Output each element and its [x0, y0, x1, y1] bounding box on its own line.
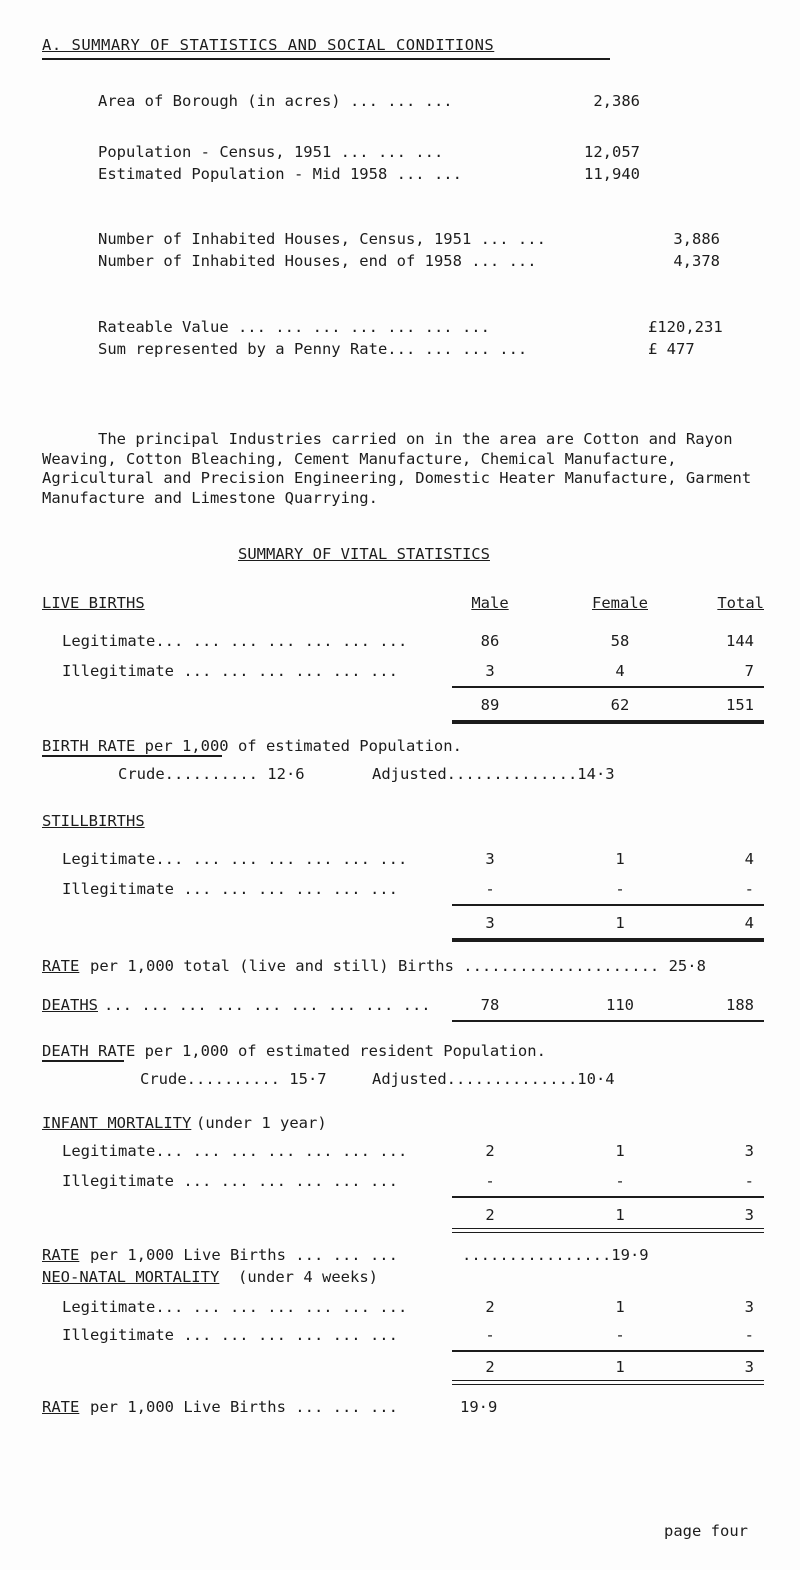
houses-1958-label: Number of Inhabited Houses, end of 1958 ... ... — [98, 252, 537, 270]
birth-rate-heading: BIRTH RATE per 1,000 of estimated Population. — [42, 737, 462, 755]
infant-total-total: 3 — [744, 1206, 754, 1224]
still-legit-label: Legitimate... ... ... ... ... ... ... — [62, 850, 408, 868]
infant-illegit-male: - — [485, 1172, 495, 1190]
houses-1951-label: Number of Inhabited Houses, Census, 1951 ... ... — [98, 230, 546, 248]
still-illegit-total: - — [744, 880, 754, 898]
still-illegit-female: - — [615, 880, 625, 898]
houses-1951-value: 3,886 — [673, 230, 720, 248]
still-rate-heading: RATE — [42, 957, 80, 975]
deaths-male: 78 — [480, 996, 500, 1014]
neonatal-subheading: (under 4 weeks) — [238, 1268, 378, 1286]
still-total-female: 1 — [615, 914, 625, 932]
area-value: 2,386 — [593, 92, 640, 110]
neonatal-heading: NEO-NATAL MORTALITY — [42, 1268, 220, 1286]
infant-total-male: 2 — [485, 1206, 495, 1224]
birth-rate-adjusted: Adjusted..............14·3 — [372, 765, 615, 783]
live-legit-total: 144 — [726, 632, 754, 650]
live-illegit-male: 3 — [485, 662, 495, 680]
birth-rate-underline — [42, 755, 222, 757]
neonatal-sum-rule — [452, 1350, 764, 1352]
neonatal-rate-text: per 1,000 Live Births ... ... ... — [90, 1398, 398, 1416]
live-births-heading: LIVE BIRTHS — [42, 594, 145, 612]
deaths-female: 110 — [606, 996, 634, 1014]
infant-sum-rule — [452, 1196, 764, 1198]
live-illegit-female: 4 — [615, 662, 625, 680]
still-legit-male: 3 — [485, 850, 495, 868]
penny-label: Sum represented by a Penny Rate... ... ... ... — [98, 340, 528, 358]
still-illegit-male: - — [485, 880, 495, 898]
still-legit-female: 1 — [615, 850, 625, 868]
deaths-heading: DEATHS — [42, 996, 98, 1014]
col-male: Male — [471, 594, 509, 612]
neonatal-legit-female: 1 — [615, 1298, 625, 1316]
neonatal-rate-value: 19·9 — [460, 1398, 498, 1416]
page-number: page four — [664, 1522, 748, 1540]
pop-est-value: 11,940 — [584, 165, 640, 183]
neonatal-illegit-female: - — [615, 1326, 625, 1344]
neonatal-legit-total: 3 — [744, 1298, 754, 1316]
houses-1958-value: 4,378 — [673, 252, 720, 270]
death-rate-adjusted: Adjusted..............10·4 — [372, 1070, 615, 1088]
neonatal-total-total: 3 — [744, 1358, 754, 1376]
live-legit-female: 58 — [610, 632, 630, 650]
infant-legit-total: 3 — [744, 1142, 754, 1160]
infant-rate-value: ................19·9 — [462, 1246, 649, 1264]
deaths-rule — [452, 1020, 764, 1022]
col-total: Total — [717, 594, 764, 612]
rateable-value: £120,231 — [648, 318, 723, 336]
live-illegit-label: Illegitimate ... ... ... ... ... ... — [62, 662, 398, 680]
still-total-total: 4 — [744, 914, 754, 932]
neonatal-legit-male: 2 — [485, 1298, 495, 1316]
live-sum-rule — [452, 686, 764, 688]
title-rule — [42, 58, 610, 60]
neonatal-total-male: 2 — [485, 1358, 495, 1376]
neonatal-illegit-male: - — [485, 1326, 495, 1344]
neonatal-total-rule — [452, 1380, 764, 1385]
infant-total-rule — [452, 1228, 764, 1233]
live-total-male: 89 — [480, 696, 500, 714]
still-legit-total: 4 — [744, 850, 754, 868]
live-total-rule — [452, 720, 764, 724]
pop-census-value: 12,057 — [584, 143, 640, 161]
infant-legit-label: Legitimate... ... ... ... ... ... ... — [62, 1142, 408, 1160]
col-female: Female — [592, 594, 648, 612]
live-illegit-total: 7 — [744, 662, 754, 680]
neonatal-legit-label: Legitimate... ... ... ... ... ... ... — [62, 1298, 408, 1316]
neonatal-total-female: 1 — [615, 1358, 625, 1376]
infant-illegit-label: Illegitimate ... ... ... ... ... ... — [62, 1172, 398, 1190]
pop-census-label: Population - Census, 1951 ... ... ... — [98, 143, 444, 161]
still-rate-text: per 1,000 total (live and still) Births ..................... 25·8 — [90, 957, 706, 975]
infant-subheading: (under 1 year) — [196, 1114, 327, 1132]
deaths-dots: ... ... ... ... ... ... ... ... ... — [104, 996, 431, 1014]
live-total-total: 151 — [726, 696, 754, 714]
live-legit-label: Legitimate... ... ... ... ... ... ... — [62, 632, 408, 650]
vital-heading: SUMMARY OF VITAL STATISTICS — [238, 545, 490, 563]
still-total-male: 3 — [485, 914, 495, 932]
still-sum-rule — [452, 904, 764, 906]
page-title: A. SUMMARY OF STATISTICS AND SOCIAL CONDITIONS — [42, 36, 495, 54]
live-total-female: 62 — [610, 696, 630, 714]
industries-paragraph: The principal Industries carried on in the area are Cotton and Rayon Weaving, Cotton Bleaching, Cement Manufacture, Chemical Manufacture, Agricultural and Precision Engineering, Domestic Heater Manufacture, Garment Manufacture and Limestone Quarrying. — [42, 430, 752, 507]
neonatal-rate-heading: RATE — [42, 1398, 80, 1416]
infant-total-female: 1 — [615, 1206, 625, 1224]
death-rate-heading: DEATH RATE per 1,000 of estimated resident Population. — [42, 1042, 546, 1060]
still-total-rule — [452, 938, 764, 942]
infant-heading: INFANT MORTALITY — [42, 1114, 192, 1132]
area-label: Area of Borough (in acres) ... ... ... — [98, 92, 453, 110]
pop-est-label: Estimated Population - Mid 1958 ... ... — [98, 165, 462, 183]
neonatal-illegit-total: - — [744, 1326, 754, 1344]
deaths-total: 188 — [726, 996, 754, 1014]
neonatal-illegit-label: Illegitimate ... ... ... ... ... ... — [62, 1326, 398, 1344]
infant-illegit-total: - — [744, 1172, 754, 1190]
infant-legit-male: 2 — [485, 1142, 495, 1160]
penny-value: £ 477 — [648, 340, 695, 358]
death-rate-crude: Crude.......... 15·7 — [140, 1070, 327, 1088]
infant-rate-heading: RATE — [42, 1246, 80, 1264]
infant-illegit-female: - — [615, 1172, 625, 1190]
infant-rate-text: per 1,000 Live Births ... ... ... — [90, 1246, 398, 1264]
infant-legit-female: 1 — [615, 1142, 625, 1160]
death-rate-underline — [42, 1060, 124, 1062]
stillbirths-heading: STILLBIRTHS — [42, 812, 145, 830]
still-illegit-label: Illegitimate ... ... ... ... ... ... — [62, 880, 398, 898]
rateable-label: Rateable Value ... ... ... ... ... ... ... — [98, 318, 490, 336]
birth-rate-crude: Crude.......... 12·6 — [118, 765, 305, 783]
live-legit-male: 86 — [480, 632, 500, 650]
